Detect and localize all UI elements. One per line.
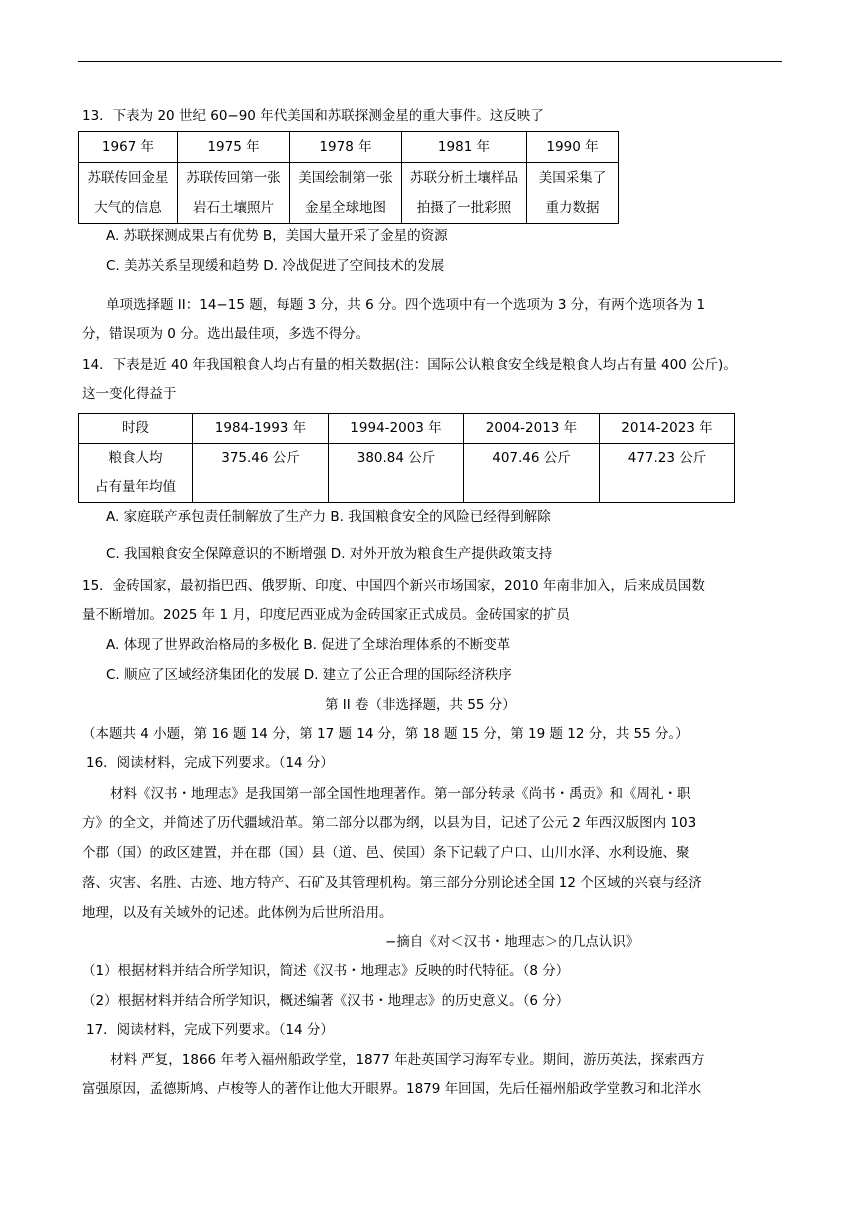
q13-year-cell: 1990 年 bbox=[527, 132, 619, 163]
q14-options-cd: C. 我国粮食安全保障意识的不断增强 D. 对外开放为粮食生产提供政策支持 bbox=[106, 546, 553, 562]
q13-event-cell: 苏联传回金星 大气的信息 bbox=[79, 163, 178, 224]
q14-stem-line1: 14．下表是近 40 年我国粮食人均占有量的相关数据(注：国际公认粮食安全线是粮食人均占有量 400 公斤)。 bbox=[82, 357, 737, 373]
q13-event-cell: 美国绘制第一张 金星全球地图 bbox=[290, 163, 402, 224]
q14-options-ab: A. 家庭联产承包责任制解放了生产力 B. 我国粮食安全的风险已经得到解除 bbox=[106, 509, 551, 525]
q14-value-cell: 407.46 公斤 bbox=[464, 444, 600, 503]
q13-event-cell: 苏联传回第一张 岩石土壤照片 bbox=[178, 163, 290, 224]
q13-year-cell: 1981 年 bbox=[402, 132, 527, 163]
q14-header-cell: 2004-2013 年 bbox=[464, 414, 600, 444]
q15-options-cd: C. 顺应了区域经济集团化的发展 D. 建立了公正合理的国际经济秩序 bbox=[106, 667, 512, 683]
q13-event-cell: 美国采集了 重力数据 bbox=[527, 163, 619, 224]
q14-value-cell: 375.46 公斤 bbox=[193, 444, 329, 503]
q14-header-cell: 时段 bbox=[79, 414, 193, 444]
q16-material-line: 方》的全文，并简述了历代疆域沿革。第二部分以郡为纲，以县为目，记述了公元 2 年西汉版图内 103 bbox=[82, 815, 697, 831]
q16-subquestion-1: （1）根据材料并结合所学知识，简述《汉书・地理志》反映的时代特征。（8 分） bbox=[82, 963, 570, 979]
q13-event-row bbox=[79, 163, 619, 224]
q16-material-line: 落、灾害、名胜、古迹、地方特产、石矿及其管理机构。第三部分分别论述全国 12 个区域的兴衰与经济 bbox=[82, 875, 702, 891]
q13-table bbox=[78, 131, 619, 224]
q13-year-row bbox=[79, 132, 619, 163]
q17-material-line: 材料 严复，1866 年考入福州船政学堂，1877 年赴英国学习海军专业。期间，游历英法，探索西方 bbox=[110, 1052, 705, 1068]
q14-value-cell: 380.84 公斤 bbox=[329, 444, 464, 503]
section2-instructions-line1: 单项选择题 II：14−15 题，每题 3 分，共 6 分。四个选项中有一个选项为 3 分，有两个选项各为 1 bbox=[106, 297, 706, 313]
q14-value-row bbox=[79, 444, 735, 503]
q14-row-label: 粮食人均 占有量年均值 bbox=[79, 444, 193, 503]
part2-note: （本题共 4 小题，第 16 题 14 分，第 17 题 14 分，第 18 题 15 分，第 19 题 12 分，共 55 分。） bbox=[82, 726, 689, 742]
q14-header-row bbox=[79, 414, 735, 444]
q16-material-line: 地理，以及有关域外的记述。此体例为后世所沿用。 bbox=[82, 905, 393, 921]
q13-year-cell: 1978 年 bbox=[290, 132, 402, 163]
q14-value-cell: 477.23 公斤 bbox=[600, 444, 735, 503]
q16-subquestion-2: （2）根据材料并结合所学知识，概述编著《汉书・地理志》的历史意义。（6 分） bbox=[82, 993, 570, 1009]
q15-options-ab: A. 体现了世界政治格局的多极化 B. 促进了全球治理体系的不断变革 bbox=[106, 637, 511, 653]
q13-event-cell: 苏联分析土壤样品 拍摄了一批彩照 bbox=[402, 163, 527, 224]
q17-stem: 17．阅读材料，完成下列要求。（14 分） bbox=[86, 1022, 334, 1038]
part2-title: 第 II 卷（非选择题，共 55 分） bbox=[325, 697, 516, 713]
q17-material-line: 富强原因，孟德斯鸠、卢梭等人的著作让他大开眼界。1879 年回国，先后任福州船政学堂教习和北洋水 bbox=[82, 1081, 702, 1097]
q13-year-cell: 1975 年 bbox=[178, 132, 290, 163]
q13-stem: 13．下表为 20 世纪 60−90 年代美国和苏联探测金星的重大事件。这反映了 bbox=[82, 108, 544, 124]
q14-header-cell: 1984-1993 年 bbox=[193, 414, 329, 444]
q14-header-cell: 2014-2023 年 bbox=[600, 414, 735, 444]
q15-stem-line1: 15．金砖国家，最初指巴西、俄罗斯、印度、中国四个新兴市场国家，2010 年南非加入，后来成员国数 bbox=[82, 578, 705, 594]
header-rule bbox=[78, 61, 782, 62]
q14-header-cell: 1994-2003 年 bbox=[329, 414, 464, 444]
q14-table bbox=[78, 413, 735, 503]
q15-stem-line2: 量不断增加。2025 年 1 月，印度尼西亚成为金砖国家正式成员。金砖国家的扩员 bbox=[82, 607, 570, 623]
q13-year-cell: 1967 年 bbox=[79, 132, 178, 163]
q14-stem-line2: 这一变化得益于 bbox=[82, 386, 177, 402]
q16-source: −摘自《对＜汉书・地理志＞的几点认识》 bbox=[385, 934, 640, 950]
q16-material-line: 材料《汉书・地理志》是我国第一部全国性地理著作。第一部分转录《尚书・禹贡》和《周礼・职 bbox=[110, 786, 691, 802]
q16-material-line: 个郡（国）的政区建置，并在郡（国）县（道、邑、侯国）条下记载了户口、山川水泽、水利设施、聚 bbox=[82, 845, 690, 861]
q13-options-ab: A. 苏联探测成果占有优势 B，美国大量开采了金星的资源 bbox=[106, 228, 448, 244]
section2-instructions-line2: 分，错误项为 0 分。选出最佳项，多选不得分。 bbox=[82, 326, 370, 342]
q13-options-cd: C. 美苏关系呈现缓和趋势 D. 冷战促进了空间技术的发展 bbox=[106, 258, 445, 274]
q16-stem: 16．阅读材料，完成下列要求。（14 分） bbox=[86, 755, 334, 771]
